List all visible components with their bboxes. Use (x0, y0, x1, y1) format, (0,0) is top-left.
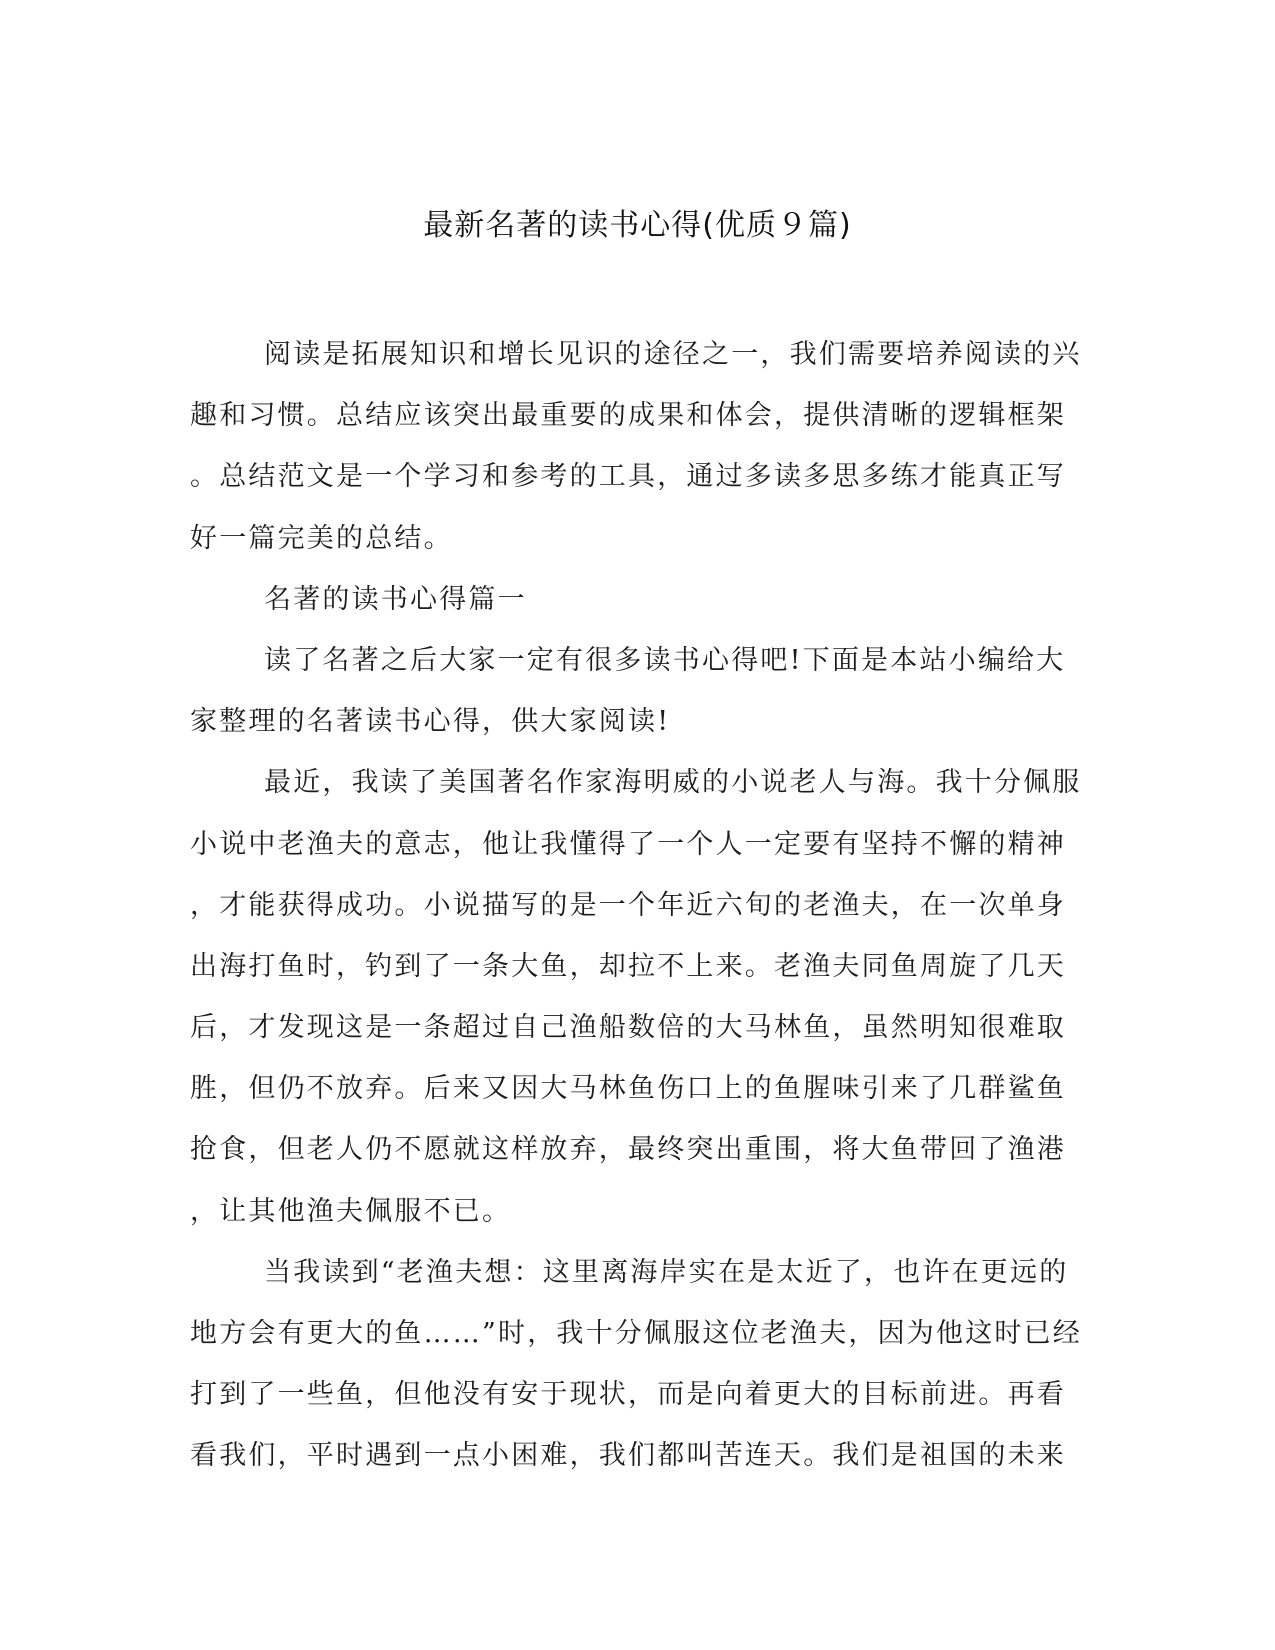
text-line: 读了名著之后大家一定有很多读书心得吧!下面是本站小编给大 (264, 644, 1066, 676)
text-line: 趣和习惯。总结应该突出最重要的成果和体会，提供清晰的逻辑框架 (190, 400, 1066, 432)
text-line: 看我们，平时遇到一点小困难，我们都叫苦连天。我们是祖国的未来 (190, 1440, 1066, 1472)
text-line: 好一篇完美的总结。 (190, 522, 453, 554)
text-line: 小说中老渔夫的意志，他让我懂得了一个人一定要有坚持不懈的精神 (190, 828, 1066, 860)
document-title: 最新名著的读书心得(优质９篇) (423, 208, 852, 243)
text-line: 地方会有更大的鱼……”时，我十分佩服这位老渔夫，因为他这时已经 (190, 1318, 1083, 1349)
text-line: 最近，我读了美国著名作家海明威的小说老人与海。我十分佩服 (264, 767, 1082, 799)
text-line: 名著的读书心得篇一 (264, 583, 527, 615)
text-line: ，才能获得成功。小说描写的是一个年近六旬的老渔夫，在一次单身 (190, 889, 1066, 921)
text-line: 打到了一些鱼，但他没有安于现状，而是向着更大的目标前进。再看 (190, 1379, 1066, 1411)
text-line: 出海打鱼时，钓到了一条大鱼，却拉不上来。老渔夫同鱼周旋了几天 (190, 950, 1066, 982)
text-line: ，让其他渔夫佩服不已。 (190, 1195, 512, 1227)
text-line: 抢食，但老人仍不愿就这样放弃，最终突出重围，将大鱼带回了渔港 (190, 1134, 1066, 1166)
text-line: 当我读到“老渔夫想：这里离海岸实在是太近了，也许在更远的 (264, 1256, 1069, 1288)
text-line: 家整理的名著读书心得，供大家阅读! (190, 706, 671, 738)
text-line: 阅读是拓展知识和增长见识的途径之一，我们需要培养阅读的兴 (264, 339, 1082, 370)
text-line: 。总结范文是一个学习和参考的工具，通过多读多思多练才能真正写 (190, 461, 1066, 493)
document-body (190, 324, 1083, 1487)
text-line: 后，才发现这是一条超过自己渔船数倍的大马林鱼，虽然明知很难取 (190, 1012, 1066, 1044)
text-line: 胜，但仍不放弃。后来又因大马林鱼伤口上的鱼腥味引来了几群鲨鱼 (190, 1073, 1066, 1105)
